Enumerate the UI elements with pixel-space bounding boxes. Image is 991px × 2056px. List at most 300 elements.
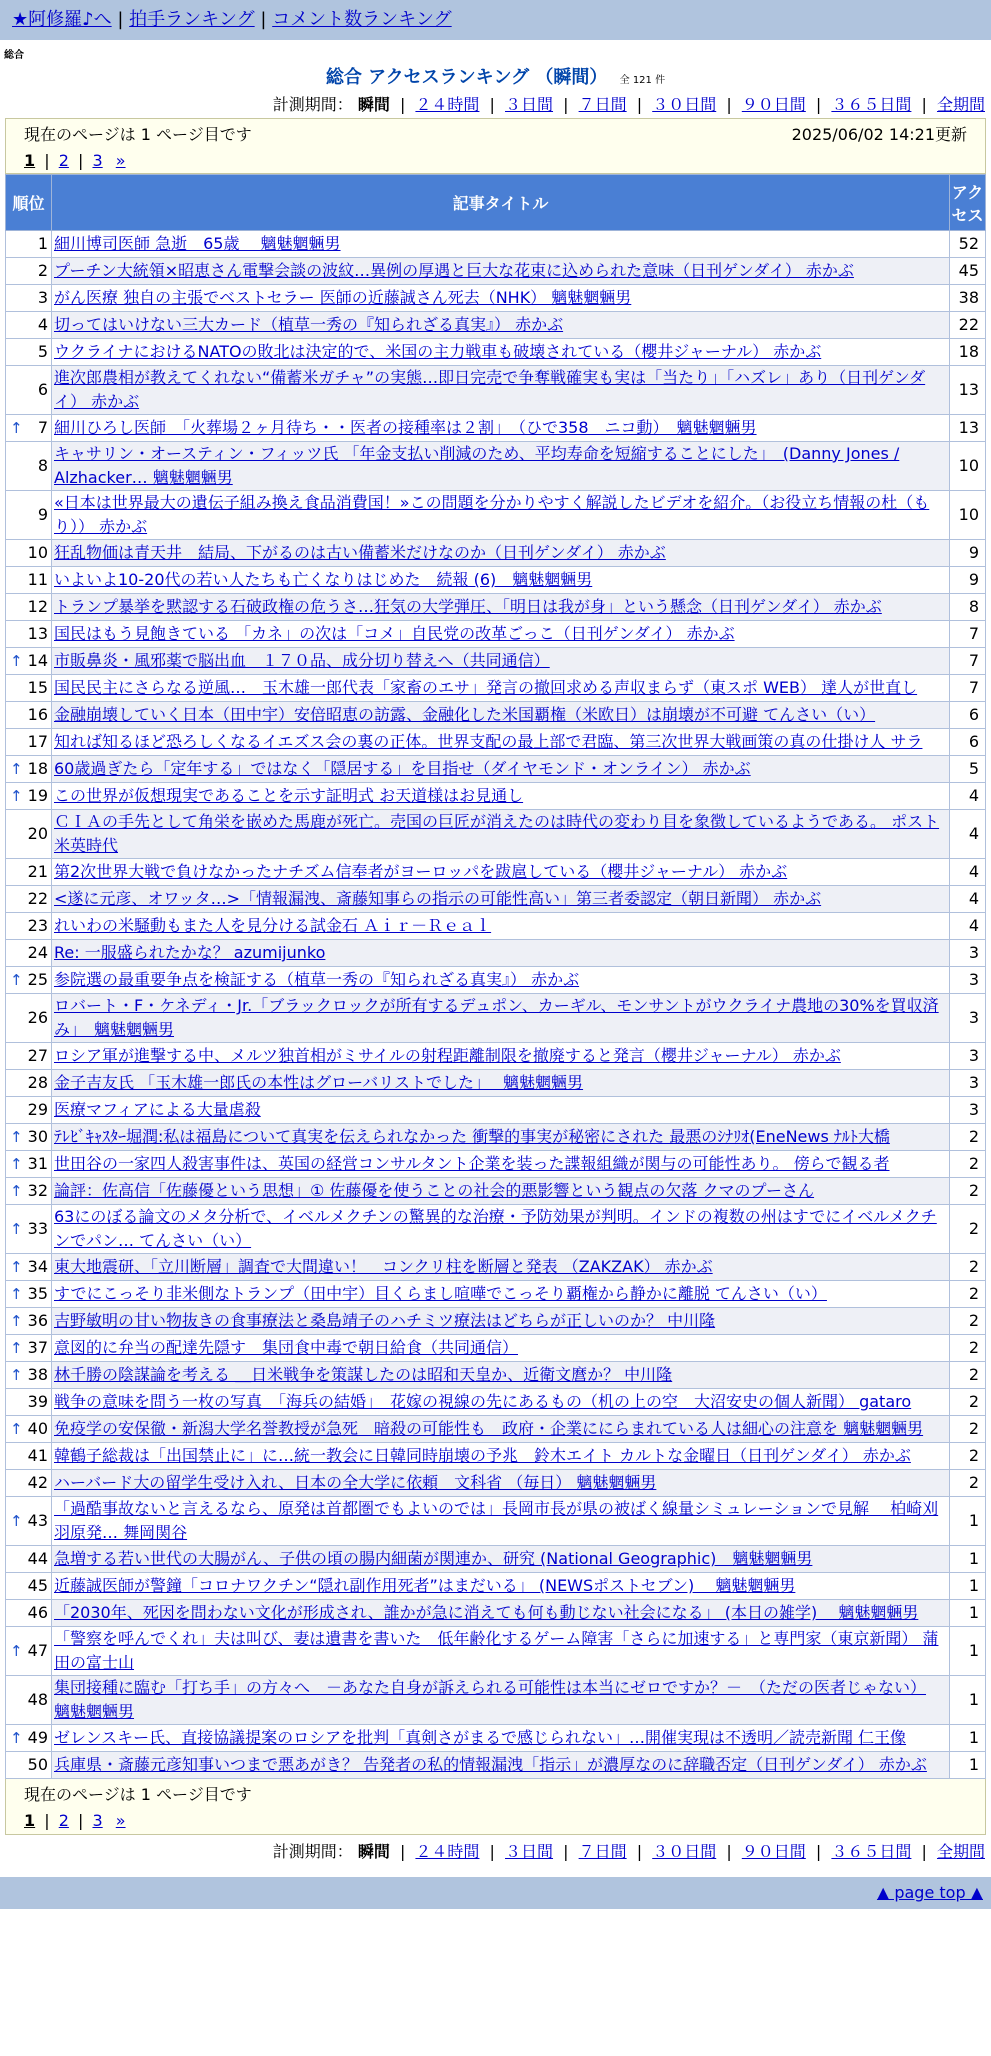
article-link[interactable]: れいわの米騒動もまた人を見分ける試金石 Ａｉｒ－Ｒｅａｌ [54,916,492,935]
rank-cell [6,621,52,648]
rank-cell [6,729,52,756]
rank-number: 19 [27,786,48,805]
period-link-all[interactable]: 全期間 [936,1842,985,1861]
title-cell [52,994,950,1043]
article-link[interactable]: 国民民主にさらなる逆風… 玉木雄一郎代表「家畜のエサ」発言の撤回求める声収まらず（東スポ WEB） 達人が世直し [54,678,918,697]
page-link-2[interactable]: 2 [58,151,69,170]
rank-number: 3 [37,288,48,307]
ranking-row [6,994,986,1043]
rank-number: 7 [37,418,48,437]
period-separator: | [489,95,495,114]
title-cell [52,1335,950,1362]
title-cell [52,415,950,442]
rank-number: 4 [37,315,48,334]
ranking-row [6,1443,986,1470]
rank-number: 39 [27,1392,48,1411]
rank-cell [6,783,52,810]
title-column-header: 記事タイトル [52,175,950,231]
ranking-row [6,491,986,540]
rank-number: 24 [27,943,48,962]
title-cell [52,783,950,810]
ranking-row [6,1676,986,1725]
rank-number: 25 [27,970,48,989]
rank-up-arrow-icon: ↑ [10,1258,23,1276]
rank-cell [6,567,52,594]
rank-cell [6,1254,52,1281]
access-count-cell: 1 [950,1627,986,1676]
period-separator: | [726,1842,732,1861]
access-count-cell: 4 [950,886,986,913]
title-cell [52,594,950,621]
period-current: 瞬間 [357,95,390,114]
rank-cell [6,859,52,886]
bottom-bar [0,1877,991,1909]
ranking-row [6,1416,986,1443]
rank-number: 6 [37,380,48,399]
rank-cell [6,491,52,540]
rank-number: 32 [27,1181,48,1200]
rank-up-arrow-icon: ↑ [10,1312,23,1330]
access-count-cell: 4 [950,783,986,810]
title-cell [52,285,950,312]
access-count-cell: 3 [950,1070,986,1097]
period-separator: | [726,95,732,114]
access-count-cell: 13 [950,366,986,415]
article-link[interactable]: 急増する若い世代の大腸がん、子供の頃の腸内細菌が関連か、研究 (National Geographic) 魑魅魍魎男 [54,1549,813,1568]
ranking-row [6,1627,986,1676]
period-link-30d[interactable]: ３０日間 [652,95,717,114]
article-link[interactable]: ﾃﾚﾋﾞｷｬｽﾀｰ堀潤:私は福島について真実を伝えられなかった 衝撃的事実が秘密にされた 最悪のｼﾅﾘｵ(EneNews ﾅﾙﾄ大橋 [54,1127,890,1146]
access-count-cell: 10 [950,491,986,540]
nav-separator: | [260,9,267,30]
rank-number: 47 [27,1641,48,1660]
article-link[interactable]: 「過酷事故ないと言えるなら、原発は首都圏でもよいのでは」長岡市長が県の被ばく線量シミュレーションで見解 柏崎刈羽原発… 舞岡関谷 [54,1499,939,1542]
article-link[interactable]: 参院選の最重要争点を検証する（植草一秀の『知られざる真実』） 赤かぶ [54,970,580,989]
period-link-365d[interactable]: ３６５日間 [831,1842,912,1861]
rank-cell [6,1443,52,1470]
title-cell [52,1043,950,1070]
period-link-7d[interactable]: ７日間 [578,1842,627,1861]
title-cell [52,1600,950,1627]
article-link[interactable]: プーチン大統領×昭恵さん電撃会談の波紋…異例の厚遇と巨大な花束に込められた意味（日刊ゲンダイ） 赤かぶ [54,261,854,280]
ranking-row [6,913,986,940]
article-link[interactable]: 細川ひろし医師 「火葬場２ヶ月待ち・・医者の接種率は２割」 （ひで358 ニコ動） 魑魅魍魎男 [54,418,757,437]
rank-up-arrow-icon: ↑ [10,1285,23,1303]
access-count-cell: 38 [950,285,986,312]
nav-link-applause-ranking[interactable]: 拍手ランキング [129,9,255,30]
article-link[interactable]: 免疫学の安保徹・新潟大学名誉教授が急死 暗殺の可能性も 政府・企業ににらまれている人は細心の注意を 魑魅魍魎男 [54,1419,924,1438]
rank-cell [6,1308,52,1335]
article-link[interactable]: 韓鶴子総裁は「出国禁止に」に…統一教会に日韓同時崩壊の予兆 鈴木エイト カルトな金曜日（日刊ゲンダイ） 赤かぶ [54,1446,911,1465]
rank-cell [6,540,52,567]
article-link[interactable]: ウクライナにおけるNATOの敗北は決定的で、米国の主力戦車も破壊されている（櫻井ジャーナル） 赤かぶ [54,342,822,361]
article-link[interactable]: 63にのぼる論文のメタ分析で、イベルメクチンの驚異的な治療・予防効果が判明。インドの複数の州はすでにイベルメクチンでパン… てんさい（い） [54,1207,937,1250]
period-link-3d[interactable]: ３日間 [505,95,554,114]
ranking-row [6,231,986,258]
access-count-cell: 1 [950,1497,986,1546]
title-cell [52,648,950,675]
ranking-row [6,702,986,729]
title-cell [52,1725,950,1752]
period-link-7d[interactable]: ７日間 [578,95,627,114]
article-link[interactable]: 切ってはいけない三大カード（植草一秀の『知られざる真実』） 赤かぶ [54,315,564,334]
access-count-cell: 7 [950,621,986,648]
rank-number: 33 [27,1219,48,1238]
rank-cell [6,339,52,366]
rank-number: 11 [27,570,48,589]
nav-link-asyura[interactable]: ★阿修羅♪へ [12,9,112,30]
title-cell [52,729,950,756]
title-cell [52,491,950,540]
access-count-cell: 2 [950,1443,986,1470]
rank-up-arrow-icon: ↑ [10,419,23,437]
title-cell [52,1205,950,1254]
article-link[interactable]: «日本は世界最大の遺伝子組み換え食品消費国！»この問題を分かりやすく解説したビデオを紹介。（お役立ち情報の杜（もり）） 赤かぶ [54,493,930,536]
title-cell [52,810,950,859]
title-cell [52,967,950,994]
title-cell [52,312,950,339]
period-separator: | [921,95,927,114]
rank-number: 16 [27,705,48,724]
ranking-row [6,1308,986,1335]
ranking-row [6,1752,986,1779]
rank-number: 37 [27,1338,48,1357]
title-cell [52,940,950,967]
rank-number: 34 [27,1257,48,1276]
page-link-1[interactable]: 1 [24,1811,36,1830]
rank-number: 9 [37,505,48,524]
ranking-row [6,1389,986,1416]
article-link[interactable]: 林千勝の陰謀論を考える ＿日米戦争を策謀したのは昭和天皇か、近衛文麿か？ 中川隆 [54,1365,673,1384]
ranking-row [6,1097,986,1124]
rank-number: 50 [27,1755,48,1774]
access-count-cell: 2 [950,1178,986,1205]
ranking-row [6,967,986,994]
rank-cell [6,675,52,702]
ranking-title-line [0,64,991,92]
title-cell [52,1254,950,1281]
rank-up-arrow-icon: ↑ [10,1339,23,1357]
rank-cell [6,1043,52,1070]
nav-link-comment-ranking[interactable]: コメント数ランキング [272,9,452,30]
ranking-row [6,648,986,675]
page-link-next[interactable]: » [115,1811,126,1830]
access-count-cell: 2 [950,1389,986,1416]
access-count-cell: 2 [950,1254,986,1281]
top-navigation-bar [0,0,991,40]
page-separator: | [78,151,84,170]
title-cell [52,1124,950,1151]
pagination [14,1807,977,1835]
article-link[interactable]: 「警察を呼んでくれ」夫は叫び、妻は遺書を書いた 低年齢化するゲーム障害「さらに加速する」と専門家（東京新聞） 蒲田の富士山 [54,1629,939,1672]
rank-up-arrow-icon: ↑ [10,1729,23,1747]
rank-number: 18 [27,759,48,778]
title-cell [52,1470,950,1497]
rank-up-arrow-icon: ↑ [10,1220,23,1238]
title-cell [52,886,950,913]
rank-cell [6,1600,52,1627]
article-link[interactable]: ゼレンスキー氏、直接協議提案のロシアを批判「真剣さがまるで感じられない」…開催実現は不透明／読売新聞 仁王像 [54,1728,907,1747]
rank-cell [6,1205,52,1254]
rank-cell [6,1470,52,1497]
rank-cell [6,810,52,859]
article-link[interactable]: 金子吉友氏 「玉木雄一郎氏の本性はグローバリストでした」 魑魅魍魎男 [54,1073,584,1092]
access-count-cell: 2 [950,1205,986,1254]
period-link-24h[interactable]: ２４時間 [415,95,480,114]
ranking-row [6,366,986,415]
title-cell [52,913,950,940]
period-link-90d[interactable]: ９０日間 [741,95,806,114]
page-info-top [5,118,986,174]
article-link[interactable]: 知れば知るほど恐ろしくなるイエズス会の裏の正体。世界支配の最上部で君臨、第三次世界大戦画策の真の仕掛け人 サラ [54,732,923,751]
ranking-row [6,567,986,594]
article-link[interactable]: この世界が仮想現実であることを示す証明式 お天道様はお見通し [54,786,524,805]
rank-cell [6,1124,52,1151]
access-count-cell: 6 [950,729,986,756]
ranking-row [6,1335,986,1362]
page-separator: | [44,151,50,170]
article-link[interactable]: 金融崩壊していく日本（田中宇）安倍昭恵の訪露、金融化した米国覇権（米欧日）は崩壊が不可避 てんさい（い） [54,705,876,724]
rank-number: 2 [37,261,48,280]
period-link-24h[interactable]: ２４時間 [415,1842,480,1861]
period-label: 計測期間： [272,95,353,114]
nav-separator: | [117,9,124,30]
period-link-365d[interactable]: ３６５日間 [831,95,912,114]
ranking-row [6,1070,986,1097]
article-link[interactable]: がん医療 独自の主張でベストセラー 医師の近藤誠さん死去（NHK） 魑魅魍魎男 [54,288,632,307]
rank-cell [6,1070,52,1097]
rank-cell [6,648,52,675]
ranking-row [6,810,986,859]
rank-cell [6,594,52,621]
article-link[interactable]: 「2030年、死因を問わない文化が形成され、誰かが急に消えても何も動じない社会になる」 (本日の雑学) 魑魅魍魎男 [54,1603,919,1622]
ranking-row [6,1362,986,1389]
access-count-cell: 9 [950,540,986,567]
ranking-row [6,940,986,967]
rank-up-arrow-icon: ↑ [10,1642,23,1660]
article-link[interactable]: 第2次世界大戦で負けなかったナチズム信奉者がヨーロッパを跋扈している（櫻井ジャーナル） 赤かぶ [54,862,788,881]
title-cell [52,1097,950,1124]
ranking-row [6,675,986,702]
article-link[interactable]: トランプ暴挙を黙認する石破政権の危うさ…狂気の大学弾圧、「明日は我が身」という懸念（日刊ゲンダイ） 赤かぶ [54,597,882,616]
title-cell [52,1362,950,1389]
page-info-bottom [5,1779,986,1835]
article-link[interactable]: 狂乱物価は青天井 結局、下がるのは古い備蓄米だけなのか（日刊ゲンダイ） 赤かぶ [54,543,666,562]
rank-cell [6,1627,52,1676]
article-link[interactable]: 市販鼻炎・風邪薬で脳出血 １７０品、成分切り替えへ（共同通信） [54,651,550,670]
rank-number: 40 [27,1419,48,1438]
ranking-row [6,1254,986,1281]
rank-number: 45 [27,1576,48,1595]
title-cell [52,1627,950,1676]
ranking-row [6,886,986,913]
article-link[interactable]: いよいよ10-20代の若い人たちも亡くなりはじめた 続報 (6) 魑魅魍魎男 [54,570,593,589]
access-count-cell: 2 [950,1416,986,1443]
title-cell [52,1178,950,1205]
rank-number: 46 [27,1603,48,1622]
rank-cell [6,1178,52,1205]
rank-number: 27 [27,1046,48,1065]
access-count-cell: 13 [950,415,986,442]
rank-number: 10 [27,543,48,562]
period-current: 瞬間 [357,1842,390,1861]
total-count: 全 121 件 [619,75,666,86]
rank-up-arrow-icon: ↑ [10,971,23,989]
article-link[interactable]: Re: 一服盛られたかな？ azumijunko [54,943,326,962]
rank-cell [6,415,52,442]
rank-number: 36 [27,1311,48,1330]
rank-number: 42 [27,1473,48,1492]
period-separator: | [815,1842,822,1861]
title-cell [52,1546,950,1573]
article-link[interactable]: 集団接種に臨む「打ち手」の方々へ －あなた自身が訴えられる可能性は本当にゼロですか？－ （ただの医者じゃない） 魑魅魍魎男 [54,1678,927,1721]
rank-cell [6,1416,52,1443]
article-link[interactable]: 国民はもう見飽きている 「カネ」の次は「コメ」自民党の改革ごっこ（日刊ゲンダイ） 赤かぶ [54,624,735,643]
access-count-cell: 1 [950,1676,986,1725]
article-link[interactable]: 近藤誠医師が警鐘「コロナワクチン“隠れ副作用死者”はまだいる」 (NEWSポストセブン) 魑魅魍魎男 [54,1576,796,1595]
rank-number: 1 [37,234,48,253]
page-link-3[interactable]: 3 [92,1811,103,1830]
page-link-next[interactable]: » [115,151,126,170]
page-top-link[interactable]: ▲ page top ▲ [876,1883,983,1902]
period-link-all[interactable]: 全期間 [936,95,985,114]
rank-number: 49 [27,1728,48,1747]
access-count-cell: 1 [950,1573,986,1600]
article-link[interactable]: ロシア軍が進撃する中、メルツ独首相がミサイルの射程距離制限を撤廃すると発言（櫻井ジャーナル） 赤かぶ [54,1046,841,1065]
page-heading: 総合 [4,50,24,61]
access-count-cell: 5 [950,756,986,783]
ranking-row [6,756,986,783]
access-count-cell: 3 [950,967,986,994]
article-link[interactable]: 戦争の意味を問う一枚の写真 「海兵の結婚」 花嫁の視線の先にあるもの（机の上の空 大沼安史の個人新聞） gataro [54,1392,912,1411]
rank-cell [6,1389,52,1416]
access-count-cell: 3 [950,1097,986,1124]
article-link[interactable]: すでにこっそり非米側なトランプ（田中宇）目くらまし喧嘩でこっそり覇権から静かに離脱 てんさい（い） [54,1284,827,1303]
article-link[interactable]: 意図的に弁当の配達先隠す 集団食中毒で朝日給食（共同通信） [54,1338,519,1357]
rank-cell [6,1546,52,1573]
rank-up-arrow-icon: ↑ [10,760,23,778]
article-link[interactable]: 60歳過ぎたら「定年する」ではなく「隠居する」を目指せ（ダイヤモンド・オンライン） 赤かぶ [54,759,751,778]
period-separator: | [636,95,643,114]
page-link-2[interactable]: 2 [58,1811,69,1830]
ranking-wrapper [5,118,986,1835]
rank-number: 23 [27,916,48,935]
rank-number: 35 [27,1284,48,1303]
page-link-3[interactable]: 3 [92,151,103,170]
access-count-cell: 7 [950,648,986,675]
rank-number: 29 [27,1100,48,1119]
title-cell [52,366,950,415]
rank-number: 5 [37,342,48,361]
rank-number: 13 [27,624,48,643]
ranking-row [6,729,986,756]
rank-cell [6,366,52,415]
rank-number: 43 [27,1511,48,1530]
rank-cell [6,258,52,285]
article-link[interactable]: 論評：佐高信「佐藤優という思想」① 佐藤優を使うことの社会的悪影響という観点の欠落 クマのプーさん [54,1181,815,1200]
rank-up-arrow-icon: ↑ [10,1128,23,1146]
ranking-row [6,1573,986,1600]
period-link-3d[interactable]: ３日間 [505,1842,554,1861]
rank-cell [6,994,52,1043]
ranking-row [6,415,986,442]
article-link[interactable]: 世田谷の一家四人殺害事件は、英国の経営コンサルタント企業を装った諜報組織が関与の可能性あり。 傍らで観る者 [54,1154,890,1173]
article-link[interactable]: 医療マフィアによる大量虐殺 [54,1100,261,1119]
article-link[interactable]: ロバート・F・ケネディ・Jr.「ブラックロックが所有するデュポン、カーギル、モンサントがウクライナ農地の30%を買収済み」 魑魅魍魎男 [54,996,939,1039]
article-link[interactable]: 東大地震研、「立川断層」調査で大間違い！ コンクリ柱を断層と発表 （ZAKZAK） 赤かぶ [54,1257,713,1276]
period-label: 計測期間： [272,1842,353,1861]
title-cell [52,1443,950,1470]
period-separator: | [399,95,406,114]
title-cell [52,339,950,366]
title-cell [52,675,950,702]
access-count-cell: 18 [950,339,986,366]
rank-up-arrow-icon: ↑ [10,652,23,670]
rank-up-arrow-icon: ↑ [10,1366,23,1384]
period-link-90d[interactable]: ９０日間 [741,1842,806,1861]
ranking-title: 総合 アクセスランキング （瞬間） [325,67,608,88]
period-separator: | [921,1842,927,1861]
title-cell [52,567,950,594]
rank-cell [6,231,52,258]
title-cell [52,756,950,783]
access-count-cell: 2 [950,1362,986,1389]
rank-cell [6,1362,52,1389]
access-count-cell: 45 [950,258,986,285]
rank-cell [6,1151,52,1178]
ranking-row [6,1497,986,1546]
access-count-cell: 1 [950,1725,986,1752]
rank-cell [6,1281,52,1308]
title-cell [52,621,950,648]
ranking-row [6,783,986,810]
ranking-table [5,174,986,1779]
access-count-cell: 4 [950,810,986,859]
access-count-cell: 2 [950,1308,986,1335]
ranking-row [6,1151,986,1178]
ranking-row [6,312,986,339]
ranking-row [6,1546,986,1573]
ranking-row [6,339,986,366]
page-link-1[interactable]: 1 [24,151,36,170]
title-cell [52,1281,950,1308]
rank-cell [6,886,52,913]
current-page-text: 現在のページは 1 ページ目です [24,125,252,144]
article-link[interactable]: ハーバード大の留学生受け入れ、日本の全大学に依頼 文科省 （毎日） 魑魅魍魎男 [54,1473,657,1492]
period-separator: | [489,1842,495,1861]
period-separator: | [399,1842,406,1861]
period-link-30d[interactable]: ３０日間 [652,1842,717,1861]
access-count-cell: 7 [950,675,986,702]
article-link[interactable]: ＣＩＡの手先として角栄を嵌めた馬鹿が死亡。売国の巨匠が消えたのは時代の変わり目を象徴しているようである。 ポスト米英時代 [54,812,940,855]
rank-number: 15 [27,678,48,697]
article-link[interactable]: <遂に元彦、オワッタ…>「情報漏洩、斎藤知事らの指示の可能性高い」第三者委認定（朝日新聞） 赤かぶ [54,889,822,908]
article-link[interactable]: 吉野敏明の甘い物抜きの食事療法と桑島靖子のハチミツ療法はどちらが正しいのか？ 中川隆 [54,1311,716,1330]
rank-cell [6,1676,52,1725]
title-cell [52,1308,950,1335]
period-separator: | [815,95,822,114]
article-link[interactable]: キャサリン・オースティン・フィッツ氏 「年金支払い削減のため、平均寿命を短縮することにした」 (Danny Jones / Alzhacker… 魑魅魍魎男 [54,444,900,487]
rank-number: 28 [27,1073,48,1092]
article-link[interactable]: 兵庫県・斎藤元彦知事いつまで悪あがき？ 告発者の私的情報漏洩「指示」が濃厚なのに辞職否定（日刊ゲンダイ） 赤かぶ [54,1755,927,1774]
period-separator: | [563,95,569,114]
access-count-cell: 2 [950,1124,986,1151]
article-link[interactable]: 細川博司医師 急逝 65歳 魑魅魍魎男 [54,234,341,253]
title-cell [52,231,950,258]
rank-up-arrow-icon: ↑ [10,1182,23,1200]
title-cell [52,1573,950,1600]
article-link[interactable]: 進次郎農相が教えてくれない“備蓄米ガチャ”の実態…即日完売で争奪戦確実も実は「当たり」「ハズレ」あり（日刊ゲンダイ） 赤かぶ [54,368,926,411]
